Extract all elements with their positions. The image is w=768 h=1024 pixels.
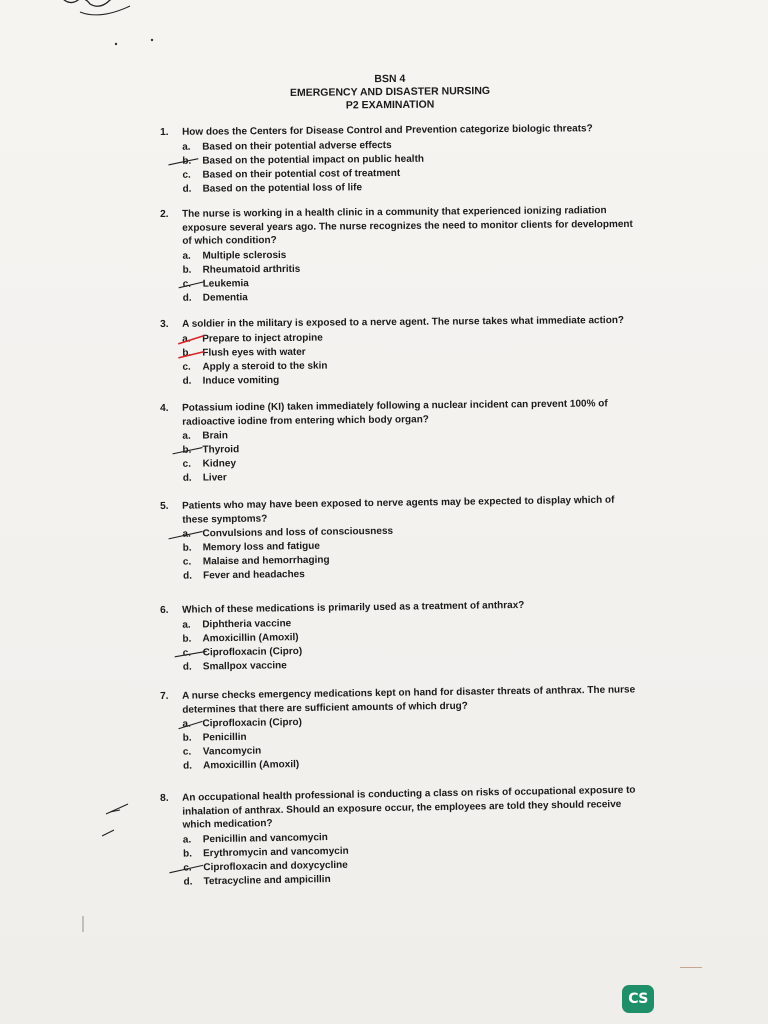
question-3: [160, 314, 625, 389]
option-letter: d.: [182, 183, 192, 195]
option-letter: c.: [182, 647, 192, 659]
question-number: 6.: [160, 604, 169, 616]
option-text: Smallpox vaccine: [202, 659, 287, 673]
option-list: [182, 521, 641, 583]
option-letter: a.: [182, 333, 191, 345]
option-text: Rheumatoid arthritis: [202, 263, 301, 276]
option-letter: c.: [183, 862, 192, 874]
option-letter: c.: [182, 361, 191, 373]
option-letter: a.: [182, 718, 191, 730]
option-text: Amoxicillin (Amoxil): [202, 631, 299, 645]
option-text: Tetracycline and ampicillin: [203, 873, 331, 888]
option-letter: c.: [182, 556, 192, 568]
option-letter: c.: [182, 746, 192, 758]
option-text: Penicillin: [202, 731, 247, 744]
question-5: [160, 493, 641, 584]
answer-check-mark: [168, 446, 212, 456]
option-text: Based on the potential loss of life: [202, 181, 363, 195]
option-letter: a.: [182, 834, 192, 846]
option-letter: b.: [182, 347, 192, 359]
option-letter: d.: [182, 570, 193, 582]
option-text: Kidney: [202, 458, 237, 470]
question-text: Patients who may have been exposed to nerve agents may be expected to display which of these symptoms?: [182, 494, 615, 526]
answer-check-mark: [169, 279, 213, 289]
option-text: Induce vomiting: [202, 374, 280, 387]
option-text: Ciprofloxacin and doxycycline: [203, 859, 348, 874]
option-list: [182, 614, 525, 675]
option-letter: a.: [182, 528, 191, 540]
answer-check-mark-red: [168, 348, 212, 358]
question-text: Potassium iodine (KI) taken immediately following a nuclear incident can prevent 100% of radioactive iodine from entering which body organ?: [182, 398, 608, 428]
option-list: [182, 137, 593, 197]
question-6: [160, 599, 525, 675]
question-text: A nurse checks emergency medications kept on hand for disaster threats of anthrax. The nurse determines that there are sufficient amounts of which drug?: [182, 684, 636, 716]
option-letter: c.: [182, 458, 192, 470]
answer-check-mark: [168, 156, 212, 166]
question-2: [160, 204, 641, 306]
answer-check-mark-red: [168, 334, 212, 344]
question-text: The nurse is working in a health clinic in a community that experienced ionizing radiation exposure several years ago. The nurse recognizes the need to monitor clients for development of which condition?: [182, 205, 633, 247]
option-text: Dementia: [202, 292, 248, 304]
option-letter: a.: [182, 141, 191, 153]
option-text: Brain: [202, 430, 228, 442]
option-text: Malaise and hemorrhaging: [202, 554, 330, 568]
question-number: 4.: [160, 402, 169, 414]
answer-check-mark: [169, 863, 213, 874]
option-text: Liver: [202, 472, 227, 484]
answer-check-mark: [168, 529, 212, 540]
option-list: [182, 246, 640, 306]
option-text: Based on their potential cost of treatment: [202, 167, 401, 181]
option-letter: d.: [182, 375, 192, 387]
option-text: Based on their potential adverse effects: [202, 139, 392, 153]
option-letter: b.: [182, 633, 192, 645]
option-letter: d.: [182, 760, 193, 772]
option-letter: a.: [182, 619, 191, 631]
header-exam-title: P2 EXAMINATION: [345, 98, 435, 112]
option-d[interactable]: [182, 371, 624, 389]
question-text: How does the Centers for Disease Control and Prevention categorize biologic threats?: [182, 123, 593, 138]
question-number: 1.: [160, 126, 169, 138]
answer-check-mark: [168, 719, 212, 730]
option-text: Flush eyes with water: [202, 346, 306, 359]
option-letter: b.: [182, 444, 192, 456]
option-text: Vancomycin: [202, 745, 262, 758]
question-text: A soldier in the military is exposed to a nerve agent. The nurse takes what immediate action?: [182, 314, 625, 330]
dot-mark: [148, 36, 156, 44]
question-7: [160, 683, 641, 774]
option-list: [182, 711, 641, 773]
option-text: Fever and headaches: [202, 569, 305, 582]
option-letter: b.: [182, 542, 192, 554]
exam-header: [250, 72, 530, 114]
option-text: Based on the potential impact on public health: [202, 153, 425, 167]
option-letter: b.: [182, 264, 192, 276]
question-text: Which of these medications is primarily used as a treatment of anthrax?: [182, 599, 525, 616]
option-letter: b.: [182, 732, 192, 744]
answer-check-mark: [169, 648, 213, 659]
option-text: Multiple sclerosis: [202, 249, 287, 262]
option-d[interactable]: [182, 179, 593, 197]
option-text: Penicillin and vancomycin: [202, 831, 328, 846]
option-text: Convulsions and loss of consciousness: [202, 525, 394, 540]
option-text: Ciprofloxacin (Cipro): [202, 717, 303, 730]
option-letter: a.: [182, 430, 191, 442]
margin-pen-mark: [102, 800, 132, 840]
option-text: Thyroid: [202, 444, 240, 456]
dot-mark: [112, 40, 120, 48]
option-letter: c.: [182, 278, 192, 290]
option-text: Diphtheria vaccine: [202, 617, 292, 631]
camscanner-logo: CS: [622, 985, 654, 1013]
option-list: [182, 329, 624, 389]
option-letter: d.: [182, 472, 192, 484]
option-text: Amoxicillin (Amoxil): [202, 759, 300, 772]
option-letter: b.: [182, 848, 193, 860]
divider-line: [680, 967, 702, 968]
question-number: 2.: [160, 208, 169, 220]
option-text: Leukemia: [202, 278, 249, 290]
option-text: Prepare to inject atropine: [202, 332, 323, 345]
margin-pen-mark: [80, 916, 86, 934]
option-text: Apply a steroid to the skin: [202, 360, 328, 373]
option-letter: b.: [182, 155, 192, 167]
header-subject: EMERGENCY AND DISASTER NURSING: [289, 84, 491, 100]
question-1: [160, 122, 593, 196]
question-number: 3.: [160, 318, 169, 330]
option-letter: c.: [182, 169, 191, 181]
option-text: Erythromycin and vancomycin: [202, 845, 349, 860]
option-letter: d.: [182, 661, 192, 673]
option-text: Ciprofloxacin (Cipro): [202, 645, 303, 659]
option-d[interactable]: [183, 288, 641, 306]
option-letter: d.: [182, 292, 192, 304]
option-letter: a.: [182, 250, 191, 262]
option-text: Memory loss and fatigue: [202, 540, 320, 554]
option-list: [182, 425, 641, 486]
handwritten-scribble: [60, 0, 140, 24]
question-number: 8.: [160, 792, 169, 804]
question-text: An occupational health professional is conducting a class on risks of occupational exposure to inhalation of anthrax. Should an exposure occur, the employees are told they should receive which medication?: [182, 784, 636, 831]
header-course: BSN 4: [374, 72, 406, 86]
question-8: [160, 784, 642, 890]
question-number: 7.: [160, 690, 169, 702]
option-list: [183, 825, 642, 889]
option-letter: d.: [183, 876, 193, 888]
question-number: 5.: [160, 500, 169, 512]
question-4: [160, 397, 641, 486]
